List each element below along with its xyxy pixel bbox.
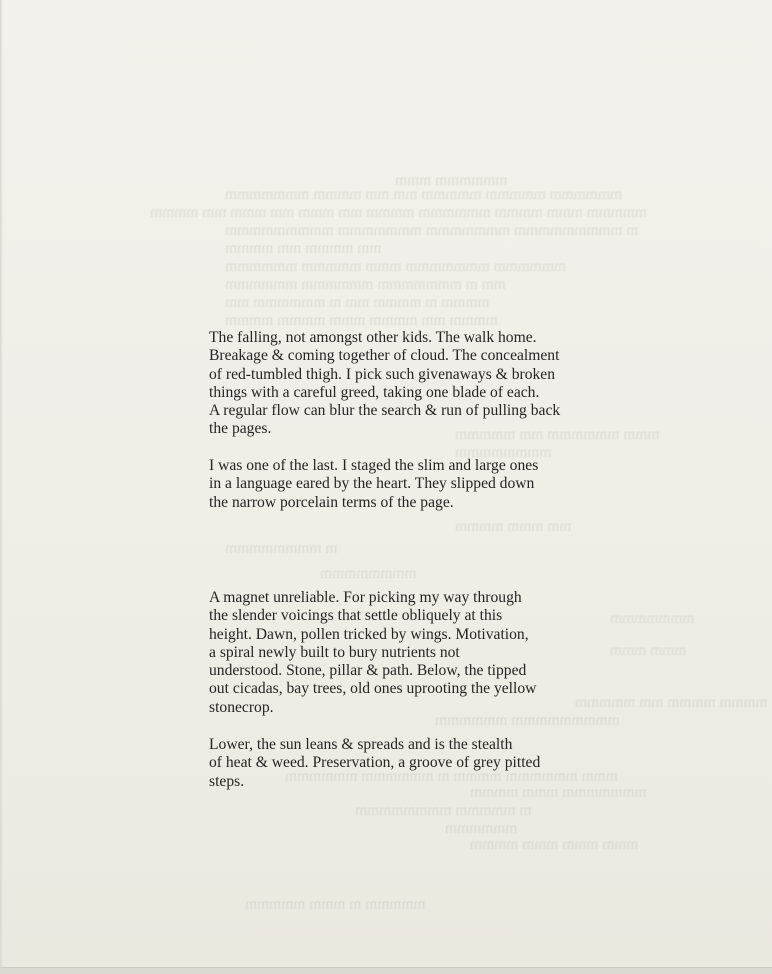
stanza-line: understood. Stone, pillar & path. Below, the tipped	[209, 662, 527, 680]
stanza-line: The falling, not amongst other kids. The walk home.	[209, 329, 537, 346]
stanza-line: of red-tumbled thigh. I pick such givenaways & broken	[209, 365, 556, 383]
show-through-text: mmmmmm mmm mmmmmm mmmmm mmmmm mm mm mmmm mmmmmmm mmmmm mmm mmmm mmmmmm mmmm mm mmm mm mmm mm mmmm m mmmmmmmmm mmmmmmm mmmmmmm mmmmmmmmm mm mmmm mm mmmm mmmmmm mmmmmmm mmm mmmmm mmmmmm mm m mmmmmmm mmmmmm mmmmmm mmmm m mmmm mm m mmmmmm mm mmmm mm mmmm mmm mmmm mmmm mmm mmmmmm mm mmmmm mmmmmmmm mm mmm mmmm m mmmmmmmm mmmmmmmm mmmmmmm mmm mmm mmmm mmmm mm mmmmm mmmmmmmmm mmmmmm mmm mmmmmm mmmm m mmmmmm mmmmmm mmmmmmm mmm mmmm m mmmmm mmmmmmmm mmmmmm mmm mmm mmm mmmm mmmmm m mmm mmmmm	[150, 172, 768, 913]
stanza-1	[209, 329, 679, 439]
stanza-4	[209, 736, 679, 791]
stanza-line: I was one of the last. I staged the slim and large ones	[209, 457, 539, 474]
page-left-edge	[0, 0, 3, 974]
stanza-line: Breakage & coming together of cloud. The concealment	[209, 347, 560, 365]
stanza-line: the slender voicings that settle obliquely at this	[209, 607, 503, 625]
stanza-line: Lower, the sun leans & spreads and is the stealth	[209, 736, 513, 753]
stanza-line: stonecrop.	[209, 698, 274, 716]
stanza-line: A magnet unreliable. For picking my way through	[209, 589, 522, 606]
stanza-line: in a language eared by the heart. They slipped down	[209, 475, 535, 493]
page-bottom-edge	[0, 967, 772, 974]
stanza-line: height. Dawn, pollen tricked by wings. Motivation,	[209, 625, 529, 643]
stanza-line: A regular flow can blur the search & run of pulling back	[209, 402, 561, 420]
stanza-line: out cicadas, bay trees, old ones uprooting the yellow	[209, 680, 537, 698]
stanza-line: of heat & weed. Preservation, a groove of grey pitted	[209, 754, 541, 772]
stanza-line: a spiral newly built to bury nutrients not	[209, 643, 460, 661]
stanza-line: things with a careful greed, taking one blade of each.	[209, 383, 540, 401]
stanza-line: steps.	[209, 772, 245, 790]
stanza-3	[209, 589, 679, 717]
stanza-line: the pages.	[209, 420, 272, 438]
stanza-2	[209, 457, 679, 512]
stanza-line: the narrow porcelain terms of the page.	[209, 493, 454, 511]
